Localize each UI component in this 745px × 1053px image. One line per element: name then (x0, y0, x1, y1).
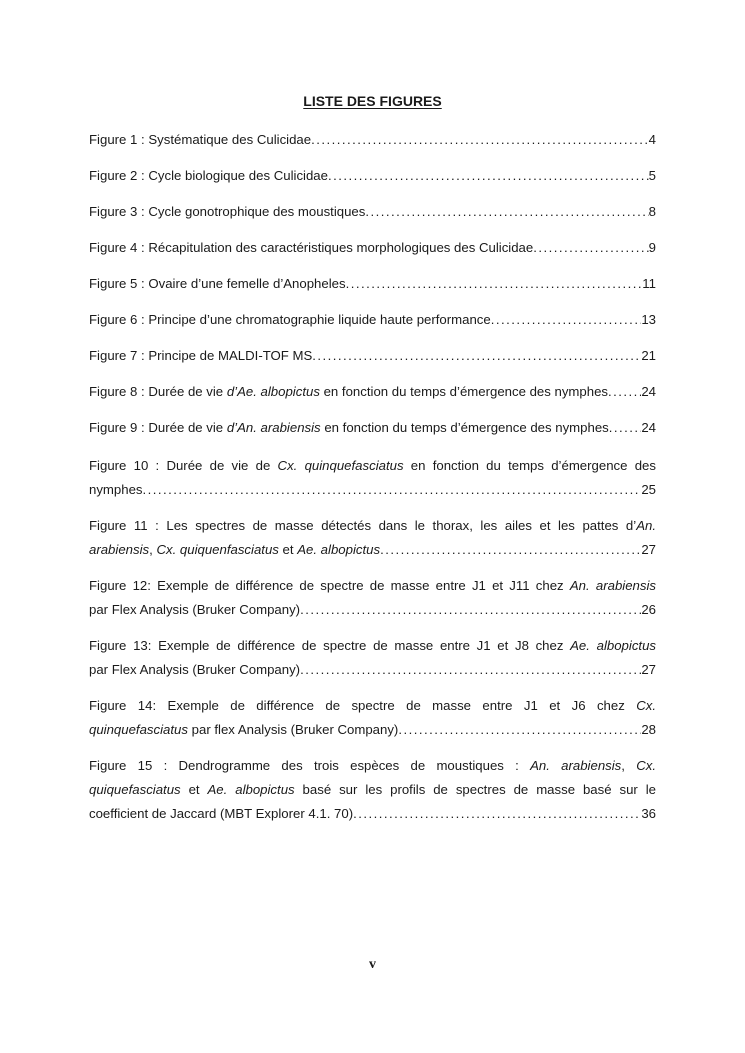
dot-leader (398, 721, 641, 739)
figure-label: Figure 6 : Principe d’une chromatographie liquide haute performance (89, 312, 491, 327)
figure-page: 28 (641, 722, 656, 737)
figure-entry-14[interactable]: Figure 14: Exemple de différence de spectre de masse entre J1 et J6 chez Cx. (89, 698, 656, 713)
figure-label: Figure 2 : Cycle biologique des Culicidae (89, 168, 328, 183)
figure-entry-1[interactable] (89, 131, 656, 149)
figure-entry-13-cont[interactable] (89, 661, 656, 679)
figure-entry-15-cont[interactable]: quiquefasciatus et Ae. albopictus basé sur les profils de spectres de masse basé sur le (89, 782, 656, 797)
dot-leader (353, 805, 641, 823)
figure-entry-11[interactable]: Figure 11 : Les spectres de masse détectés dans le thorax, les ailes et les pattes d’An. (89, 518, 656, 533)
species-name: d’Ae. albopictus (226, 384, 320, 399)
figure-page: 24 (641, 384, 656, 399)
figure-page: 36 (641, 806, 656, 821)
dot-leader (380, 541, 641, 559)
page-number: v (369, 957, 376, 972)
dot-leader (312, 347, 641, 365)
figure-label: Figure 4 : Récapitulation des caractéristiques morphologiques des Culicidae (89, 240, 534, 255)
figure-entry-13[interactable]: Figure 13: Exemple de différence de spectre de masse entre J1 et J8 chez Ae. albopictus (89, 638, 657, 653)
species-name: d’An. arabiensis (226, 420, 321, 435)
figure-entry-10-cont[interactable] (89, 481, 656, 499)
figure-entry-15-end[interactable] (89, 805, 656, 823)
figure-entry-7[interactable] (89, 347, 656, 365)
dot-leader (328, 167, 649, 185)
figure-page: 4 (648, 132, 656, 147)
figure-entry-8[interactable] (89, 383, 656, 401)
figure-entry-14-cont[interactable] (89, 721, 656, 739)
figure-label: coefficient de Jaccard (MBT Explorer 4.1. 70) (89, 806, 354, 821)
figure-entry-6[interactable] (89, 311, 656, 329)
figure-entry-5[interactable] (89, 275, 656, 293)
figure-entry-15[interactable]: Figure 15 : Dendrogramme des trois espèces de moustiques : An. arabiensis, Cx. (89, 758, 656, 773)
figure-entry-3[interactable] (89, 203, 656, 221)
figure-page: 21 (641, 348, 656, 363)
figure-page: 24 (641, 420, 656, 435)
page-title: LISTE DES FIGURES (303, 93, 442, 109)
species-name: An. (636, 518, 656, 533)
figure-page: 8 (648, 204, 656, 219)
figure-page: 9 (648, 240, 656, 255)
figure-entry-2[interactable] (89, 167, 656, 185)
figure-page: 13 (641, 312, 656, 327)
figure-page: 27 (641, 542, 656, 557)
figure-label: quinquefasciatus par flex Analysis (Bruker Company) (89, 722, 399, 737)
species-name: quinquefasciatus (89, 722, 188, 737)
dot-leader (300, 661, 641, 679)
figure-page: 25 (641, 482, 656, 497)
figure-page: 11 (642, 276, 656, 291)
species-name: An. arabiensis (569, 578, 656, 593)
figure-label: nymphes (89, 482, 143, 497)
figure-entry-11-cont[interactable] (89, 541, 656, 559)
figure-label: Figure 5 : Ovaire d’une femelle d’Anopheles (89, 276, 346, 291)
figure-label: Figure 8 : Durée de vie d’Ae. albopictus en fonction du temps d’émergence des nymphes (89, 384, 609, 399)
dot-leader (346, 275, 643, 293)
figure-page: 5 (648, 168, 656, 183)
figure-entry-12-cont[interactable] (89, 601, 656, 619)
dot-leader (609, 419, 642, 437)
figure-label: par Flex Analysis (Bruker Company) (89, 602, 301, 617)
figure-page: 26 (641, 602, 656, 617)
dot-leader (143, 481, 642, 499)
figure-label: par Flex Analysis (Bruker Company) (89, 662, 301, 677)
dot-leader (311, 131, 649, 149)
dot-leader (491, 311, 642, 329)
dot-leader (365, 203, 648, 221)
figure-label: Figure 9 : Durée de vie d’An. arabiensis en fonction du temps d’émergence des nymphes (89, 420, 609, 435)
species-name: Ae. albopictus (570, 638, 657, 653)
figure-entry-10[interactable]: Figure 10 : Durée de vie de Cx. quinquefasciatus en fonction du temps d’émergence des (89, 458, 656, 473)
dot-leader (533, 239, 648, 257)
dot-leader (300, 601, 641, 619)
figure-entry-9[interactable] (89, 419, 656, 437)
figure-label: Figure 7 : Principe de MALDI-TOF MS (89, 348, 313, 363)
figure-entry-12[interactable]: Figure 12: Exemple de différence de spectre de masse entre J1 et J11 chez An. arabiensis (89, 578, 656, 593)
figure-label: Figure 3 : Cycle gonotrophique des moustiques (89, 204, 366, 219)
dot-leader (608, 383, 641, 401)
figure-entry-4[interactable] (89, 239, 656, 257)
species-name: Cx. quinquefasciatus (277, 458, 404, 473)
species-name: Cx. (636, 698, 656, 713)
figure-label: Figure 1 : Systématique des Culicidae (89, 132, 312, 147)
figure-page: 27 (641, 662, 656, 677)
figure-label: arabiensis, Cx. quiquenfasciatus et Ae. albopictus (89, 542, 381, 557)
